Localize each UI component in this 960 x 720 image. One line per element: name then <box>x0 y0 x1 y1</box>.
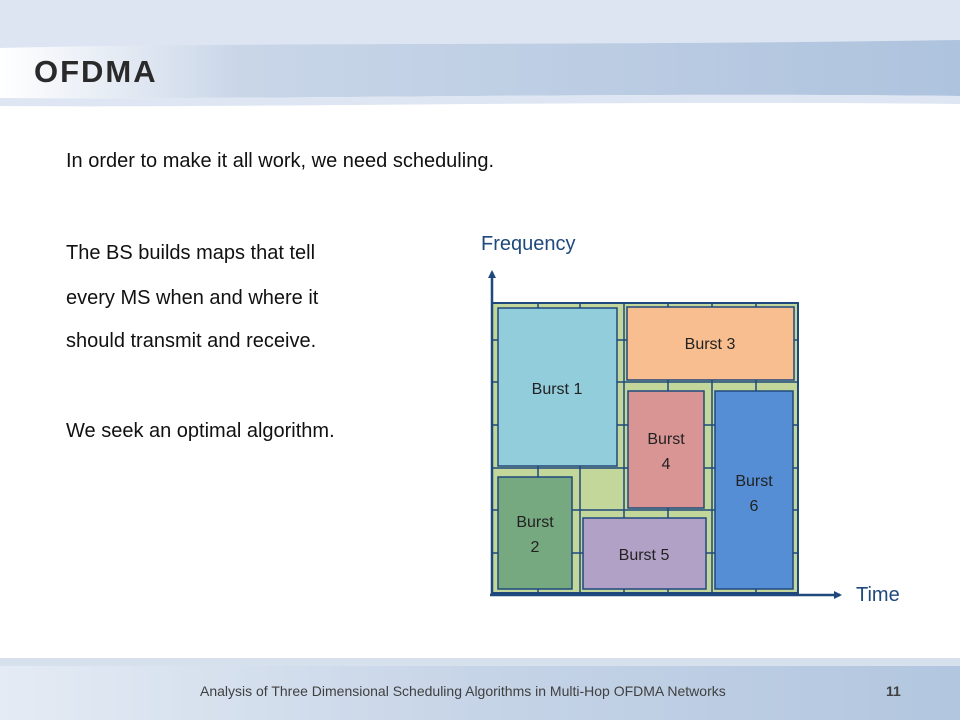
frequency-axis-label: Frequency <box>481 233 576 255</box>
paragraph-maps-line-3: should transmit and receive. <box>66 330 317 352</box>
burst-2-label-line-2: 2 <box>530 539 540 556</box>
slide-title: OFDMA <box>34 54 158 89</box>
paragraph-maps-line-1: The BS builds maps that tell <box>66 242 316 264</box>
burst-2-block <box>498 477 572 589</box>
burst-4-label-line-2: 4 <box>661 456 671 473</box>
paragraph-algorithm: We seek an optimal algorithm. <box>66 420 335 442</box>
burst-4-block <box>628 391 704 508</box>
burst-1 <box>498 308 617 466</box>
burst-6-block <box>715 391 793 589</box>
burst-4 <box>628 391 704 508</box>
burst-3-label: Burst 3 <box>684 336 736 353</box>
burst-5-label: Burst 5 <box>618 547 670 564</box>
burst-6-label-line-1: Burst <box>735 473 773 490</box>
burst-2 <box>498 477 572 589</box>
burst-3 <box>627 307 794 380</box>
footer-presentation-title: Analysis of Three Dimensional Scheduling Algorithms in Multi-Hop OFDMA Networks <box>200 683 726 699</box>
burst-5 <box>583 518 706 589</box>
burst-1-label: Burst 1 <box>531 381 583 398</box>
burst-4-label-line-1: Burst <box>647 431 685 448</box>
burst-2-label-line-1: Burst <box>516 514 554 531</box>
page-number: 11 <box>886 683 901 699</box>
ofdma-burst-diagram <box>440 225 920 615</box>
time-axis-label: Time <box>856 584 900 606</box>
paragraph-maps-line-2: every MS when and where it <box>66 287 319 309</box>
burst-6-label-line-2: 6 <box>749 498 759 515</box>
burst-6 <box>715 391 793 589</box>
paragraph-scheduling: In order to make it all work, we need scheduling. <box>66 150 494 172</box>
